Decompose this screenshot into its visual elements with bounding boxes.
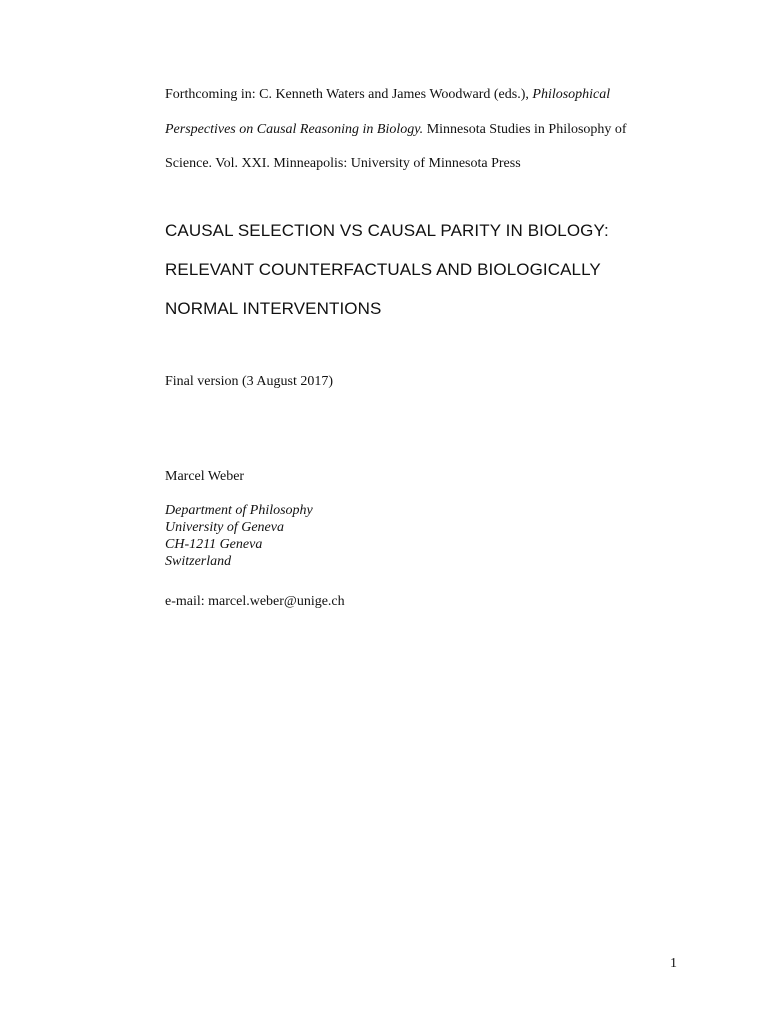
citation-line-1 bbox=[165, 88, 610, 102]
affiliation-department: Department of Philosophy bbox=[165, 503, 313, 518]
citation-line-3: Science. Vol. XXI. Minneapolis: University of Minnesota Press bbox=[165, 156, 521, 171]
affiliation-city: CH-1211 Geneva bbox=[165, 537, 263, 552]
affiliation-university: University of Geneva bbox=[165, 520, 284, 535]
title-line-3: NORMAL INTERVENTIONS bbox=[165, 299, 382, 318]
title-line-1: CAUSAL SELECTION VS CAUSAL PARITY IN BIOLOGY: bbox=[165, 221, 609, 240]
title-line-2: RELEVANT COUNTERFACTUALS AND BIOLOGICALLY bbox=[165, 260, 601, 279]
citation-line-2 bbox=[165, 123, 627, 137]
author-email: e-mail: marcel.weber@unige.ch bbox=[165, 594, 345, 609]
author-name: Marcel Weber bbox=[165, 469, 245, 484]
page-number: 1 bbox=[670, 956, 677, 971]
version-date: Final version (3 August 2017) bbox=[165, 374, 333, 389]
citation-book-title-part-2: Perspectives on Causal Reasoning in Biology. bbox=[165, 122, 424, 137]
citation-line-1-text: Forthcoming in: C. Kenneth Waters and James Woodward (eds.), bbox=[165, 87, 533, 102]
affiliation-country: Switzerland bbox=[165, 554, 232, 569]
citation-line-2-text: Minnesota Studies in Philosophy of bbox=[423, 122, 627, 137]
citation-book-title-part-1: Philosophical bbox=[532, 87, 611, 102]
